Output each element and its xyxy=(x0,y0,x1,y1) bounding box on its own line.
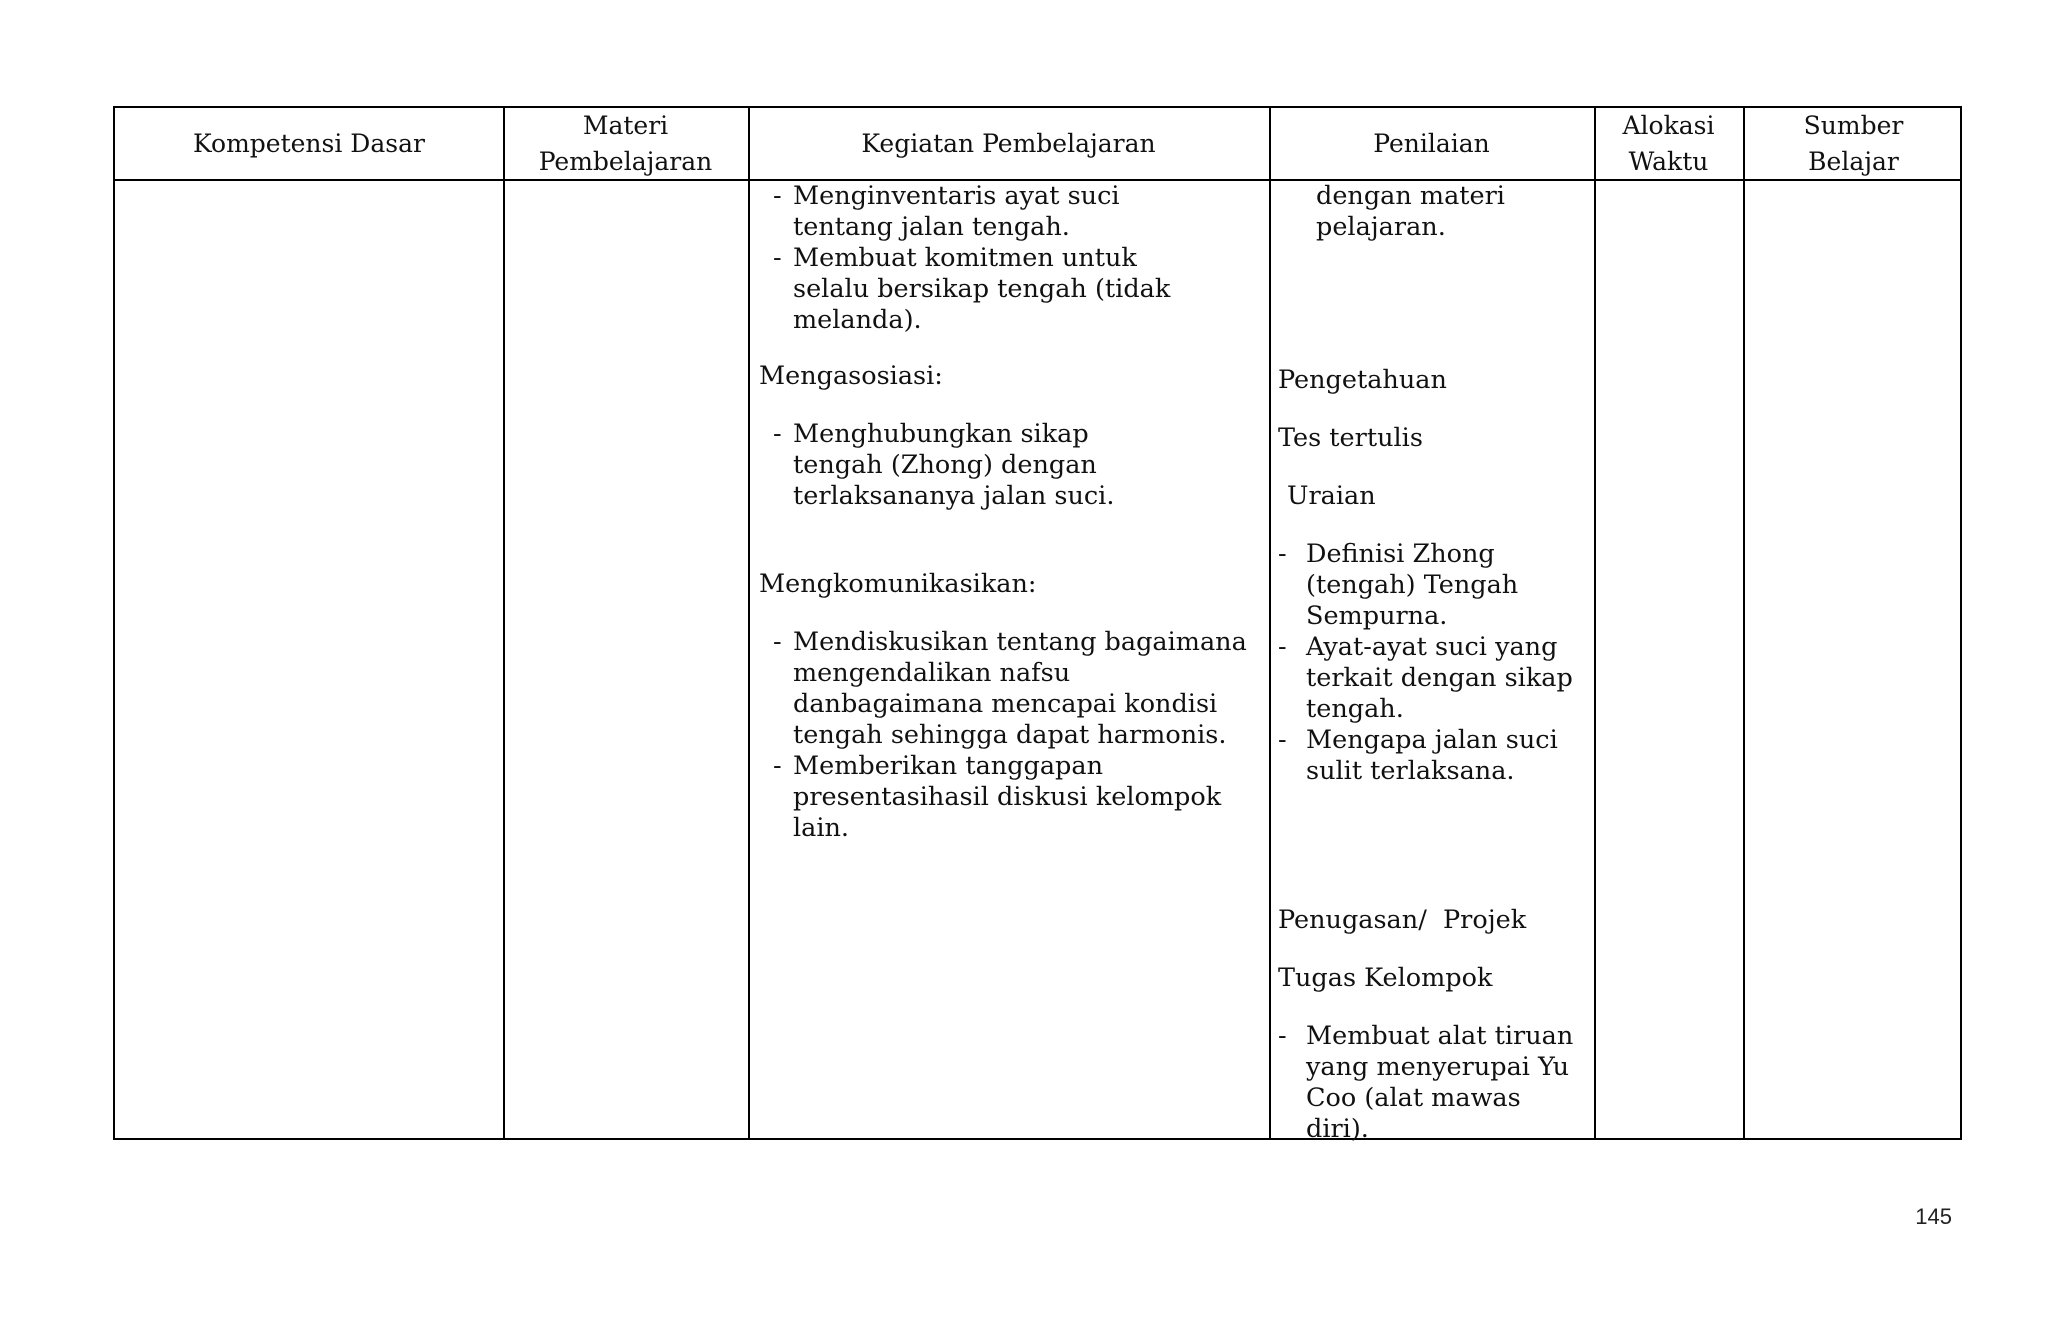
header-penilaian xyxy=(1269,108,1594,179)
penilaian-penugasan: Penugasan/ Projek xyxy=(1278,905,1527,935)
penilaian-tes-tertulis: Tes tertulis xyxy=(1278,423,1423,453)
mengkomunikasikan-heading: Mengkomunikasikan: xyxy=(759,569,1037,599)
col-divider xyxy=(1594,108,1596,1138)
col-divider xyxy=(748,108,750,1138)
mengasosiasi-list xyxy=(755,419,1175,512)
header-label: Kegiatan Pembelajaran xyxy=(861,128,1156,158)
list-item: - Mendiskusikan tentang bagaimana mengendalikan nafsu danbagaimana mencapai kondisi tengah sehingga dapat harmonis. xyxy=(755,627,1265,751)
list-item: - Membuat alat tiruan yang menyerupai Yu Coo (alat mawas diri). xyxy=(1278,1021,1590,1145)
list-item: - Memberikan tanggapan presentasihasil diskusi kelompok lain. xyxy=(755,751,1265,844)
header-materi xyxy=(503,108,748,179)
mengasosiasi-section xyxy=(755,419,1175,512)
penilaian-pengetahuan: Pengetahuan xyxy=(1278,365,1447,395)
header-sumber-belajar xyxy=(1743,108,1964,179)
penilaian-tugas-section xyxy=(1278,1021,1590,1145)
col-divider xyxy=(1743,108,1745,1138)
kegiatan-intro-list xyxy=(755,181,1175,336)
list-item: - Menghubungkan sikap tengah (Zhong) dengan terlaksananya jalan suci. xyxy=(755,419,1175,512)
mengkomunikasikan-section xyxy=(755,627,1265,844)
mengasosiasi-heading: Mengasosiasi: xyxy=(759,361,943,391)
header-label: Kompetensi Dasar xyxy=(193,128,425,158)
list-item: - Membuat komitmen untuk selalu bersikap tengah (tidak melanda). xyxy=(755,243,1175,336)
list-item: - Definisi Zhong (tengah) Tengah Sempurna. xyxy=(1278,539,1590,632)
header-label: Penilaian xyxy=(1373,128,1490,158)
header-label: Materi Pembelajaran xyxy=(538,110,713,176)
mengkomunikasikan-list xyxy=(755,627,1265,844)
list-item: - Menginventaris ayat suci tentang jalan tengah. xyxy=(755,181,1175,243)
penilaian-tugas-kelompok: Tugas Kelompok xyxy=(1278,963,1493,993)
header-label: Alokasi Waktu xyxy=(1622,110,1715,176)
header-alokasi-waktu xyxy=(1594,108,1743,179)
uraian-list xyxy=(1278,539,1590,787)
page-number: 145 xyxy=(1915,1204,1952,1229)
rpp-table xyxy=(113,106,1962,1144)
header-kegiatan xyxy=(748,108,1269,179)
list-item: - Ayat-ayat suci yang terkait dengan sikap tengah. xyxy=(1278,632,1590,725)
penilaian-continued: dengan materi pelajaran. xyxy=(1316,181,1505,242)
col-divider xyxy=(503,108,505,1138)
header-label: Sumber Belajar xyxy=(1803,110,1904,176)
penilaian-uraian-section xyxy=(1278,539,1590,787)
col-divider xyxy=(1269,108,1271,1138)
penilaian-uraian: Uraian xyxy=(1287,481,1376,511)
tugas-list xyxy=(1278,1021,1590,1145)
header-kompetensi-dasar xyxy=(115,108,503,179)
kegiatan-intro xyxy=(755,181,1175,336)
list-item: - Mengapa jalan suci sulit terlaksana. xyxy=(1278,725,1590,787)
